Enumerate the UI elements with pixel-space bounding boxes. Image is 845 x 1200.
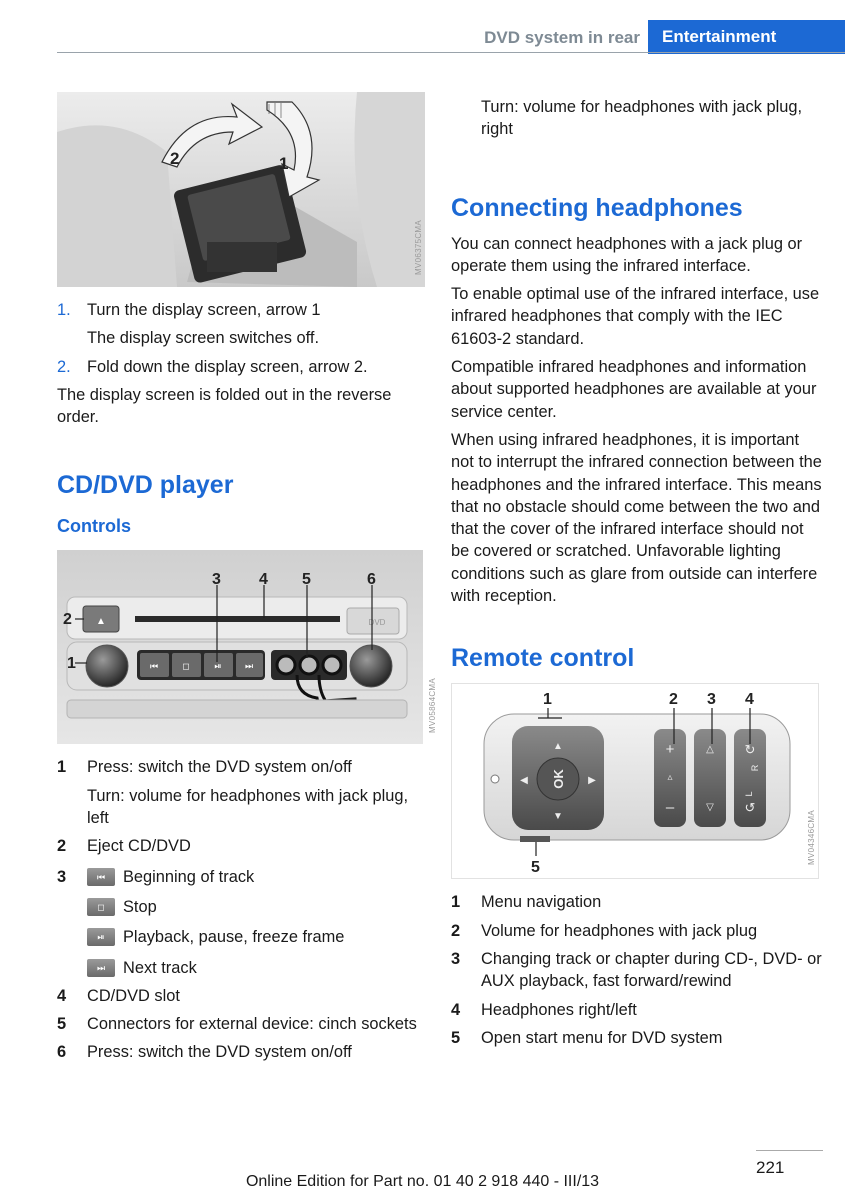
svg-text:↺: ↺ bbox=[744, 800, 756, 816]
button-description: Beginning of track bbox=[123, 867, 255, 886]
step-subtext bbox=[57, 327, 427, 349]
remote-label-4: 4 bbox=[745, 691, 754, 709]
control-item-buttons bbox=[57, 866, 427, 979]
step-number: 1. bbox=[57, 301, 71, 319]
remote-control-illustration bbox=[452, 684, 818, 878]
svg-text:▲: ▲ bbox=[553, 741, 563, 753]
svg-text:▶: ▶ bbox=[588, 775, 596, 787]
control-text: Connectors for external device: cinch sockets bbox=[87, 1015, 417, 1034]
header-section-title: DVD system in rear bbox=[484, 28, 640, 47]
headphones-paragraph: You can connect headphones with a jack plug or operate them using the infrared interface. bbox=[451, 234, 803, 275]
controls-heading: Controls bbox=[57, 516, 131, 537]
figure-code: MV04346CMA bbox=[807, 810, 816, 866]
headphones-paragraph: To enable optimal use of the infrared interface, use infrared headphones that comply with the IEC 61603-2 standard. bbox=[451, 285, 820, 348]
button-row bbox=[57, 896, 427, 918]
figure-code: MV05864CMA bbox=[428, 678, 437, 734]
control-number: 6 bbox=[57, 1043, 67, 1062]
remote-item bbox=[451, 999, 823, 1021]
svg-text:⏭: ⏭ bbox=[244, 661, 254, 672]
control-number: 2 bbox=[57, 837, 67, 856]
header-chapter-tab: Entertainment bbox=[648, 20, 845, 54]
remote-text: Volume for headphones with jack plug bbox=[481, 921, 758, 940]
control-subtext: Turn: volume for headphones with jack plug, left bbox=[87, 786, 409, 828]
button-row bbox=[57, 926, 427, 948]
volume-minus-label: – bbox=[665, 799, 675, 817]
control-number: 5 bbox=[57, 1015, 67, 1034]
button-row bbox=[57, 957, 427, 979]
control-label-1: 1 bbox=[67, 655, 76, 673]
remote-text: Open start menu for DVD system bbox=[481, 1028, 723, 1047]
header-rule bbox=[57, 52, 845, 53]
remote-item bbox=[451, 920, 823, 942]
svg-text:↻: ↻ bbox=[744, 742, 756, 758]
page-number: 221 bbox=[756, 1158, 785, 1177]
arrow-2-label: 2 bbox=[170, 149, 180, 168]
control-number: 3 bbox=[57, 867, 67, 886]
remote-control-heading: Remote control bbox=[451, 644, 635, 673]
button-row bbox=[57, 866, 427, 888]
remote-number: 1 bbox=[451, 893, 461, 912]
figure-dvd-controls bbox=[57, 550, 437, 744]
fold-note: The display screen is folded out in the reverse order. bbox=[57, 385, 392, 427]
control-text: CD/DVD slot bbox=[87, 986, 180, 1005]
control-label-4: 4 bbox=[259, 571, 268, 589]
step-text: Fold down the display screen, arrow 2. bbox=[87, 357, 368, 376]
headphones-paragraph: Compatible infrared headphones and information about supported headphones are available at your service center. bbox=[451, 358, 817, 421]
remote-item bbox=[451, 891, 823, 913]
remote-label-3: 3 bbox=[707, 691, 716, 709]
page-number-rule bbox=[756, 1150, 823, 1151]
button-description: Stop bbox=[123, 897, 157, 916]
remote-text: Changing track or chapter during CD-, DVD- or AUX playback, fast forward/rewind bbox=[481, 949, 822, 991]
dvd-badge: DVD bbox=[368, 618, 386, 628]
step-subtext-text: The display screen switches off. bbox=[87, 329, 320, 348]
button-description: Playback, pause, freeze frame bbox=[123, 928, 345, 947]
remote-text: Headphones right/left bbox=[481, 1000, 637, 1019]
control-label-6: 6 bbox=[367, 571, 376, 589]
button-description: Next track bbox=[123, 958, 197, 977]
svg-text:⏮: ⏮ bbox=[149, 661, 159, 672]
remote-number: 4 bbox=[451, 1000, 461, 1019]
edition-footer: Online Edition for Part no. 01 40 2 918 440 - III/13 bbox=[245, 1173, 600, 1190]
control-text: Press: switch the DVD system on/off bbox=[87, 758, 352, 777]
control-item bbox=[57, 1013, 427, 1035]
figure-remote-control bbox=[451, 683, 819, 879]
left-column bbox=[57, 92, 437, 1064]
remote-number: 2 bbox=[451, 921, 461, 940]
step-number: 2. bbox=[57, 357, 71, 376]
svg-text:◀: ◀ bbox=[520, 775, 528, 787]
headphones-paragraph: When using infrared headphones, it is important not to interrupt the infrared connection between the headphones and the infrared interface. This means that no obstacle should come between the two and that the cover of the infrared interface should not be covered or scratched. Unfavorable lighting conditions such as glare from outside can interfere with reception. bbox=[451, 430, 822, 606]
control-text: Eject CD/DVD bbox=[87, 837, 191, 856]
skip-back-icon: ⏮ bbox=[87, 868, 115, 886]
svg-text:▼: ▼ bbox=[553, 811, 563, 823]
svg-text:▽: ▽ bbox=[706, 802, 714, 814]
dvd-controls-illustration bbox=[57, 550, 423, 744]
skip-forward-icon: ⏭ bbox=[87, 959, 115, 977]
right-knob-turn-text: Turn: volume for headphones with jack plug, right bbox=[481, 98, 803, 139]
remote-number: 5 bbox=[451, 1028, 461, 1047]
remote-text: Menu navigation bbox=[481, 893, 602, 912]
control-item bbox=[57, 835, 427, 857]
svg-text:▲: ▲ bbox=[96, 616, 106, 628]
remote-label-2: 2 bbox=[669, 691, 678, 709]
right-column bbox=[451, 96, 823, 1049]
remote-label-5: 5 bbox=[531, 859, 540, 877]
connecting-headphones-heading: Connecting headphones bbox=[451, 193, 743, 222]
control-text: Press: switch the DVD system on/off bbox=[87, 1043, 352, 1062]
figure-code: MV06375CMA bbox=[414, 220, 423, 276]
stop-icon: ◻ bbox=[87, 898, 115, 916]
control-number: 1 bbox=[57, 758, 67, 777]
control-label-3: 3 bbox=[212, 571, 221, 589]
svg-text:△: △ bbox=[706, 744, 714, 756]
control-label-5: 5 bbox=[302, 571, 311, 589]
step-text: Turn the display screen, arrow 1 bbox=[87, 301, 321, 319]
right-label: R bbox=[750, 765, 760, 772]
step-item bbox=[57, 299, 427, 321]
display-screen-illustration bbox=[57, 92, 425, 287]
remote-label-1: 1 bbox=[543, 691, 552, 709]
arrow-1-label: 1 bbox=[279, 154, 289, 173]
volume-plus-label: + bbox=[665, 741, 675, 759]
ok-label: OK bbox=[551, 769, 566, 790]
control-number: 4 bbox=[57, 986, 67, 1005]
play-pause-icon: ⏯ bbox=[87, 928, 115, 946]
control-item bbox=[57, 1041, 427, 1063]
remote-number: 3 bbox=[451, 949, 461, 968]
step-item bbox=[57, 356, 427, 378]
figure-display-screen bbox=[57, 92, 425, 287]
svg-text:⏯: ⏯ bbox=[214, 661, 222, 672]
control-label-2: 2 bbox=[63, 611, 72, 629]
svg-text:▵: ▵ bbox=[667, 772, 673, 784]
remote-item bbox=[451, 948, 823, 993]
svg-text:◻: ◻ bbox=[182, 661, 190, 672]
control-item bbox=[57, 985, 427, 1007]
left-label: L bbox=[744, 791, 754, 797]
control-item bbox=[57, 756, 427, 778]
cd-dvd-player-heading: CD/DVD player bbox=[57, 471, 234, 500]
remote-item bbox=[451, 1027, 823, 1049]
